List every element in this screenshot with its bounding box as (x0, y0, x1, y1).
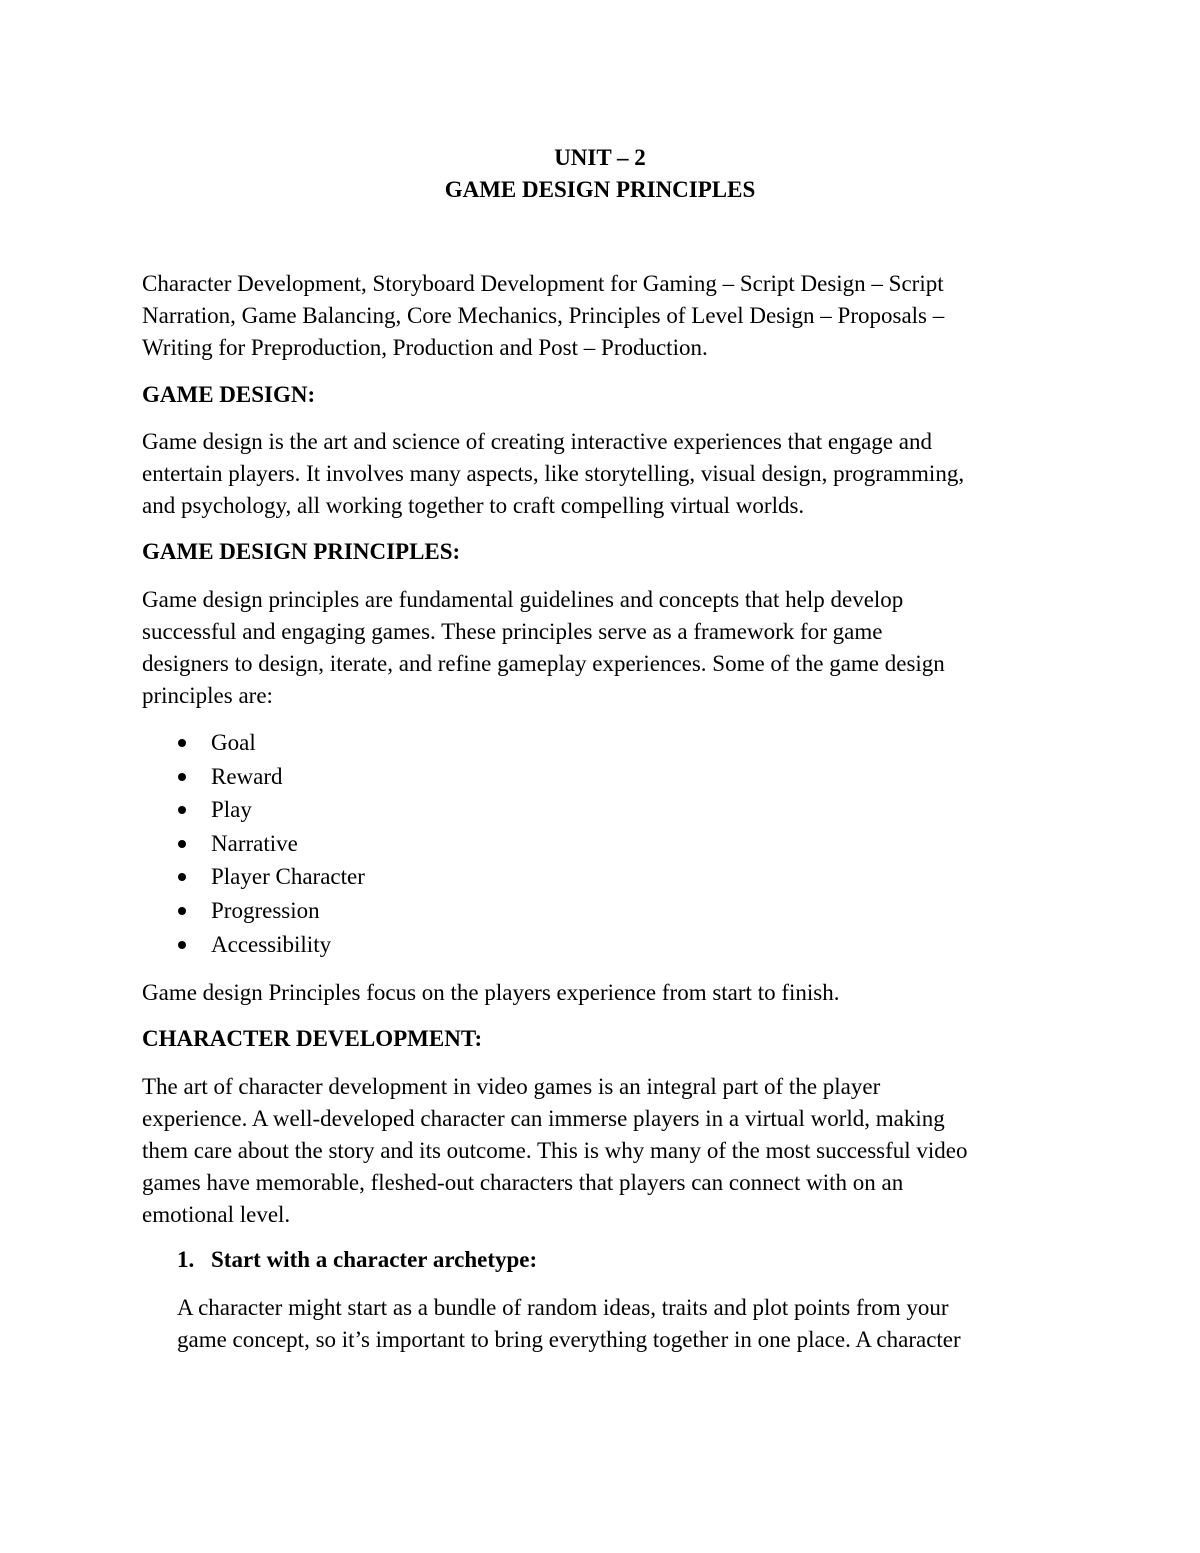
paragraph-line: A character might start as a bundle of random ideas, traits and plot points from your (177, 1295, 949, 1320)
paragraph-line: games have memorable, fleshed-out characters that players can connect with on an (142, 1170, 904, 1195)
step-title: Start with a character archetype: (211, 1247, 538, 1272)
list-item: Accessibility (142, 929, 365, 963)
bullet-icon (178, 907, 186, 915)
step1-paragraph (177, 1292, 1067, 1356)
paragraph-line: Game design Principles focus on the players experience from start to finish. (142, 980, 840, 1005)
principles-heading: GAME DESIGN PRINCIPLES: (142, 539, 461, 564)
paragraph-line: experience. A well-developed character can immerse players in a virtual world, making (142, 1106, 945, 1131)
syllabus-line: Character Development, Storyboard Development for Gaming – Script Design – Script (142, 271, 944, 296)
bullet-icon (178, 806, 186, 814)
paragraph-line: principles are: (142, 683, 273, 708)
paragraph-line: successful and engaging games. These principles serve as a framework for game (142, 619, 883, 644)
paragraph-line: entertain players. It involves many aspects, like storytelling, visual design, programming, (142, 461, 965, 486)
step1-heading (177, 1244, 537, 1276)
list-item: Reward (142, 761, 365, 795)
game-design-paragraph (142, 426, 1067, 522)
principles-summary (142, 977, 1067, 1009)
bullet-icon (178, 873, 186, 881)
paragraph-line: designers to design, iterate, and refine gameplay experiences. Some of the game design (142, 651, 945, 676)
syllabus-line: Narration, Game Balancing, Core Mechanics, Principles of Level Design – Proposals – (142, 303, 945, 328)
paragraph-line: and psychology, all working together to craft compelling virtual worlds. (142, 493, 805, 518)
bullet-icon (178, 840, 186, 848)
paragraph-line: Game design is the art and science of creating interactive experiences that engage and (142, 429, 932, 454)
principles-list (142, 727, 365, 962)
list-item: Play (142, 794, 365, 828)
paragraph-line: game concept, so it’s important to bring everything together in one place. A character (177, 1327, 961, 1352)
game-design-heading: GAME DESIGN: (142, 382, 316, 407)
syllabus-line: Writing for Preproduction, Production and Post – Production. (142, 335, 708, 360)
list-item: Progression (142, 895, 365, 929)
paragraph-line: emotional level. (142, 1202, 291, 1227)
paragraph-line: them care about the story and its outcome. This is why many of the most successful video (142, 1138, 968, 1163)
title-block (0, 142, 1200, 206)
bullet-icon (178, 941, 186, 949)
list-item: Narrative (142, 828, 365, 862)
subject-title: GAME DESIGN PRINCIPLES (444, 177, 756, 202)
character-paragraph (142, 1071, 1067, 1231)
step-number: 1. (177, 1247, 195, 1272)
unit-title: UNIT – 2 (554, 145, 646, 170)
paragraph-line: Game design principles are fundamental guidelines and concepts that help develop (142, 587, 904, 612)
syllabus-paragraph (142, 268, 1067, 364)
list-item: Player Character (142, 861, 365, 895)
character-heading: CHARACTER DEVELOPMENT: (142, 1026, 483, 1051)
list-item: Goal (142, 727, 365, 761)
paragraph-line: The art of character development in video games is an integral part of the player (142, 1074, 881, 1099)
bullet-icon (178, 773, 186, 781)
principles-paragraph (142, 584, 1067, 712)
bullet-icon (178, 739, 186, 747)
